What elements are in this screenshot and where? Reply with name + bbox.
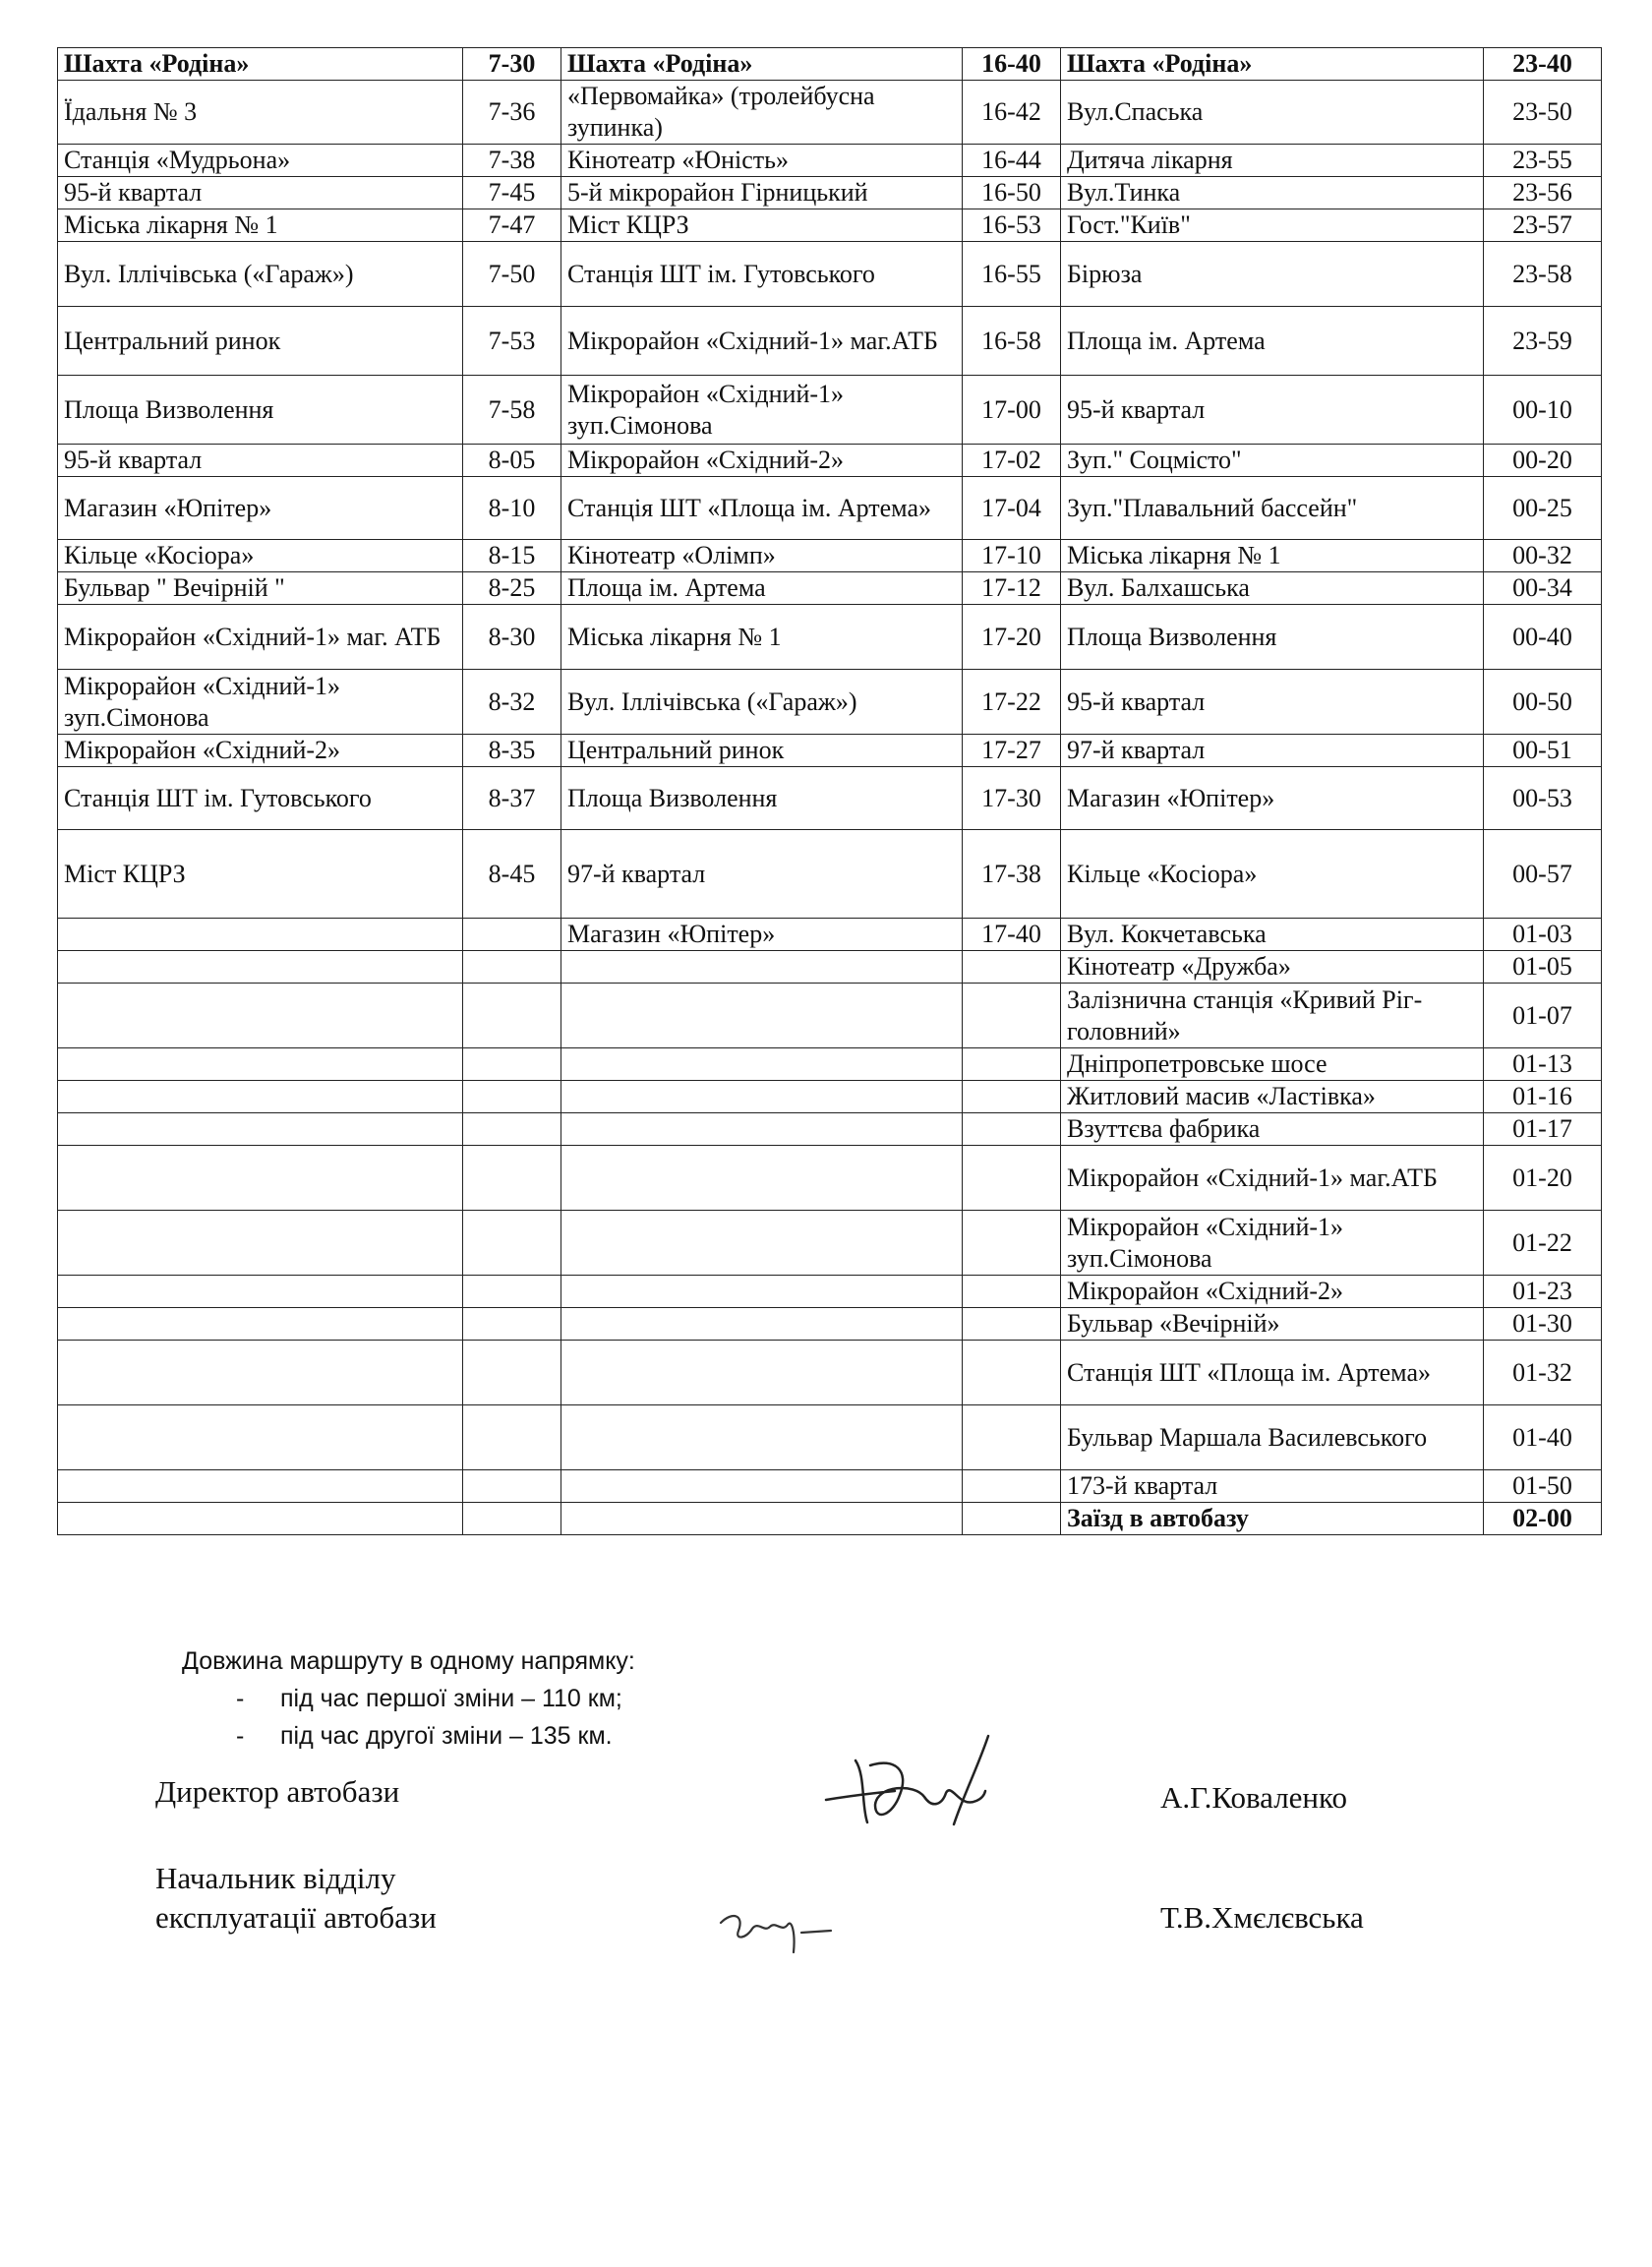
time-cell: 17-40	[963, 919, 1061, 951]
time-cell: 23-59	[1484, 307, 1602, 376]
time-cell: 17-30	[963, 767, 1061, 830]
time-cell: 7-36	[463, 81, 561, 145]
time-cell: 17-00	[963, 376, 1061, 445]
table-row	[58, 1503, 1602, 1535]
time-cell: 17-10	[963, 540, 1061, 572]
time-cell: 17-20	[963, 605, 1061, 670]
table-row	[58, 1113, 1602, 1146]
time-cell: 02-00	[1484, 1503, 1602, 1535]
table-row	[58, 540, 1602, 572]
stop-cell: Зуп."Плавальний бассейн"	[1061, 477, 1484, 540]
time-cell	[963, 1276, 1061, 1308]
table-row	[58, 1211, 1602, 1276]
time-cell	[463, 1081, 561, 1113]
stop-cell	[561, 1405, 963, 1470]
time-cell	[463, 1405, 561, 1470]
stop-cell: Кінотеатр «Дружба»	[1061, 951, 1484, 984]
time-cell	[963, 984, 1061, 1048]
route-length-second-shift: - під час другої зміни – 135 км.	[182, 1717, 635, 1755]
time-cell: 00-57	[1484, 830, 1602, 919]
time-cell: 23-58	[1484, 242, 1602, 307]
stop-cell: Кінотеатр «Юність»	[561, 145, 963, 177]
stop-cell: Житловий масив «Ластівка»	[1061, 1081, 1484, 1113]
time-cell: 17-22	[963, 670, 1061, 735]
table-row	[58, 919, 1602, 951]
time-cell	[963, 1341, 1061, 1405]
time-cell: 16-42	[963, 81, 1061, 145]
stop-cell: Мікрорайон «Східний-1» зуп.Сімонова	[561, 376, 963, 445]
time-cell: 00-20	[1484, 445, 1602, 477]
route-length-first-shift: - під час першої зміни – 110 км;	[182, 1680, 635, 1717]
time-cell: 16-40	[963, 48, 1061, 81]
time-cell: 23-55	[1484, 145, 1602, 177]
stop-cell: Взуттєва фабрика	[1061, 1113, 1484, 1146]
table-row	[58, 951, 1602, 984]
chief-signature-mark	[713, 1893, 851, 1962]
time-cell	[963, 951, 1061, 984]
table-row	[58, 1048, 1602, 1081]
table-row	[58, 605, 1602, 670]
time-cell: 8-37	[463, 767, 561, 830]
stop-cell	[58, 1146, 463, 1211]
stop-cell: Магазин «Юпітер»	[1061, 767, 1484, 830]
stop-cell	[561, 1276, 963, 1308]
time-cell: 8-25	[463, 572, 561, 605]
stop-cell	[561, 1341, 963, 1405]
stop-cell: Центральний ринок	[561, 735, 963, 767]
stop-cell: Площа Визволення	[58, 376, 463, 445]
director-signature-mark	[816, 1706, 1042, 1844]
stop-cell: Міст КЦРЗ	[58, 830, 463, 919]
stop-cell: 95-й квартал	[1061, 670, 1484, 735]
time-cell: 7-45	[463, 177, 561, 209]
stop-cell: Бульвар Маршала Василевського	[1061, 1405, 1484, 1470]
time-cell	[463, 1308, 561, 1341]
stop-cell: Вул.Тинка	[1061, 177, 1484, 209]
table-row	[58, 572, 1602, 605]
table-row	[58, 830, 1602, 919]
stop-cell	[561, 1146, 963, 1211]
time-cell: 8-15	[463, 540, 561, 572]
stop-cell: Магазин «Юпітер»	[561, 919, 963, 951]
time-cell: 16-55	[963, 242, 1061, 307]
stop-cell: Бірюза	[1061, 242, 1484, 307]
time-cell: 00-40	[1484, 605, 1602, 670]
stop-cell: Бульвар " Вечірній "	[58, 572, 463, 605]
table-row	[58, 1081, 1602, 1113]
chief-name: Т.В.Хмєлєвська	[1160, 1900, 1364, 1935]
stop-cell: Кінотеатр «Олімп»	[561, 540, 963, 572]
time-cell	[463, 919, 561, 951]
stop-cell: Мікрорайон «Східний-2»	[58, 735, 463, 767]
table-row	[58, 984, 1602, 1048]
table-row	[58, 1470, 1602, 1503]
stop-cell: 95-й квартал	[58, 177, 463, 209]
table-row	[58, 767, 1602, 830]
table-row	[58, 307, 1602, 376]
time-cell: 16-58	[963, 307, 1061, 376]
stop-cell: Станція ШТ «Площа ім. Артема»	[561, 477, 963, 540]
stop-cell: Міст КЦРЗ	[561, 209, 963, 242]
time-cell	[963, 1081, 1061, 1113]
stop-cell: Зуп." Соцмісто"	[1061, 445, 1484, 477]
time-cell: 16-44	[963, 145, 1061, 177]
stop-cell	[58, 1211, 463, 1276]
time-cell: 01-05	[1484, 951, 1602, 984]
route-length-heading: Довжина маршруту в одному напрямку:	[182, 1647, 635, 1675]
table-row	[58, 1276, 1602, 1308]
time-cell	[463, 1276, 561, 1308]
time-cell: 17-27	[963, 735, 1061, 767]
time-cell: 7-50	[463, 242, 561, 307]
time-cell: 17-38	[963, 830, 1061, 919]
time-cell: 01-16	[1484, 1081, 1602, 1113]
table-row	[58, 177, 1602, 209]
stop-cell	[561, 1503, 963, 1535]
time-cell: 01-50	[1484, 1470, 1602, 1503]
stop-cell: Мікрорайон «Східний-1» маг. АТБ	[58, 605, 463, 670]
stop-cell: Міська лікарня № 1	[1061, 540, 1484, 572]
schedule-table	[57, 47, 1602, 1535]
time-cell	[963, 1211, 1061, 1276]
time-cell	[463, 1470, 561, 1503]
time-cell: 01-07	[1484, 984, 1602, 1048]
stop-cell: Станція «Мудрьона»	[58, 145, 463, 177]
stop-cell: Заїзд в автобазу	[1061, 1503, 1484, 1535]
stop-cell: Вул. Іллічівська («Гараж»)	[561, 670, 963, 735]
stop-cell	[561, 1081, 963, 1113]
time-cell: 00-51	[1484, 735, 1602, 767]
time-cell: 8-32	[463, 670, 561, 735]
time-cell: 17-12	[963, 572, 1061, 605]
stop-cell: Мікрорайон «Східний-2»	[561, 445, 963, 477]
time-cell: 01-40	[1484, 1405, 1602, 1470]
stop-cell	[561, 1113, 963, 1146]
time-cell: 01-20	[1484, 1146, 1602, 1211]
schedule-table-body	[58, 48, 1602, 1535]
stop-cell: Мікрорайон «Східний-1» маг.АТБ	[561, 307, 963, 376]
stop-cell: 5-й мікрорайон Гірницький	[561, 177, 963, 209]
stop-cell: 97-й квартал	[561, 830, 963, 919]
chief-title-line1: Начальник відділу	[155, 1861, 396, 1895]
director-name: А.Г.Коваленко	[1160, 1780, 1348, 1815]
time-cell	[463, 1503, 561, 1535]
stop-cell	[58, 951, 463, 984]
stop-cell: Шахта «Родіна»	[1061, 48, 1484, 81]
stop-cell: Гост."Київ"	[1061, 209, 1484, 242]
time-cell: 00-10	[1484, 376, 1602, 445]
time-cell: 7-30	[463, 48, 561, 81]
table-row	[58, 1341, 1602, 1405]
stop-cell: Кільце «Косіора»	[1061, 830, 1484, 919]
stop-cell: Станція ШТ ім. Гутовського	[58, 767, 463, 830]
stop-cell: Шахта «Родіна»	[561, 48, 963, 81]
table-row	[58, 1405, 1602, 1470]
time-cell: 8-10	[463, 477, 561, 540]
time-cell: 8-45	[463, 830, 561, 919]
stop-cell: Вул. Іллічівська («Гараж»)	[58, 242, 463, 307]
table-row	[58, 145, 1602, 177]
stop-cell: Їдальня № 3	[58, 81, 463, 145]
table-row	[58, 1308, 1602, 1341]
time-cell	[463, 984, 561, 1048]
stop-cell: Міська лікарня № 1	[58, 209, 463, 242]
stop-cell: Станція ШТ «Площа ім. Артема»	[1061, 1341, 1484, 1405]
table-row	[58, 48, 1602, 81]
time-cell: 00-50	[1484, 670, 1602, 735]
stop-cell	[58, 1081, 463, 1113]
stop-cell	[58, 919, 463, 951]
stop-cell: Площа ім. Артема	[561, 572, 963, 605]
stop-cell	[58, 1113, 463, 1146]
table-row	[58, 477, 1602, 540]
time-cell: 01-23	[1484, 1276, 1602, 1308]
time-cell	[463, 1113, 561, 1146]
table-row	[58, 735, 1602, 767]
stop-cell: Бульвар «Вечірній»	[1061, 1308, 1484, 1341]
stop-cell: 173-й квартал	[1061, 1470, 1484, 1503]
stop-cell	[58, 984, 463, 1048]
stop-cell: Магазин «Юпітер»	[58, 477, 463, 540]
stop-cell: 95-й квартал	[1061, 376, 1484, 445]
table-row	[58, 670, 1602, 735]
time-cell: 00-34	[1484, 572, 1602, 605]
stop-cell: Залізнична станція «Кривий Ріг-головний»	[1061, 984, 1484, 1048]
stop-cell: Дніпропетровське шосе	[1061, 1048, 1484, 1081]
stop-cell	[561, 1470, 963, 1503]
stop-cell: Площа ім. Артема	[1061, 307, 1484, 376]
time-cell: 00-53	[1484, 767, 1602, 830]
stop-cell: 95-й квартал	[58, 445, 463, 477]
time-cell: 7-47	[463, 209, 561, 242]
stop-cell: Міська лікарня № 1	[561, 605, 963, 670]
time-cell: 7-38	[463, 145, 561, 177]
stop-cell: Мікрорайон «Східний-1» зуп.Сімонова	[58, 670, 463, 735]
time-cell	[463, 1341, 561, 1405]
time-cell: 17-04	[963, 477, 1061, 540]
stop-cell	[561, 951, 963, 984]
time-cell	[963, 1470, 1061, 1503]
time-cell: 23-57	[1484, 209, 1602, 242]
stop-cell: «Первомайка» (тролейбусна зупинка)	[561, 81, 963, 145]
time-cell: 23-56	[1484, 177, 1602, 209]
stop-cell	[58, 1341, 463, 1405]
time-cell: 01-13	[1484, 1048, 1602, 1081]
time-cell: 17-02	[963, 445, 1061, 477]
time-cell: 00-32	[1484, 540, 1602, 572]
time-cell	[463, 1048, 561, 1081]
time-cell	[963, 1146, 1061, 1211]
time-cell: 00-25	[1484, 477, 1602, 540]
time-cell: 01-32	[1484, 1341, 1602, 1405]
stop-cell: Мікрорайон «Східний-2»	[1061, 1276, 1484, 1308]
time-cell: 01-30	[1484, 1308, 1602, 1341]
stop-cell	[561, 984, 963, 1048]
time-cell: 01-17	[1484, 1113, 1602, 1146]
time-cell	[963, 1113, 1061, 1146]
stop-cell: Центральний ринок	[58, 307, 463, 376]
time-cell: 8-35	[463, 735, 561, 767]
stop-cell	[58, 1470, 463, 1503]
table-row	[58, 242, 1602, 307]
stop-cell	[58, 1048, 463, 1081]
time-cell: 23-50	[1484, 81, 1602, 145]
time-cell	[463, 1146, 561, 1211]
time-cell: 23-40	[1484, 48, 1602, 81]
table-row	[58, 1146, 1602, 1211]
table-row	[58, 445, 1602, 477]
time-cell	[463, 1211, 561, 1276]
stop-cell: Кільце «Косіора»	[58, 540, 463, 572]
stop-cell	[58, 1503, 463, 1535]
stop-cell	[58, 1308, 463, 1341]
stop-cell	[58, 1405, 463, 1470]
time-cell: 01-22	[1484, 1211, 1602, 1276]
stop-cell	[561, 1211, 963, 1276]
time-cell	[963, 1308, 1061, 1341]
time-cell	[463, 951, 561, 984]
director-title: Директор автобази	[155, 1774, 400, 1809]
stop-cell: Мікрорайон «Східний-1» зуп.Сімонова	[1061, 1211, 1484, 1276]
table-row	[58, 376, 1602, 445]
time-cell	[963, 1503, 1061, 1535]
stop-cell: Дитяча лікарня	[1061, 145, 1484, 177]
table-row	[58, 81, 1602, 145]
stop-cell: Вул. Кокчетавська	[1061, 919, 1484, 951]
time-cell: 01-03	[1484, 919, 1602, 951]
time-cell: 8-30	[463, 605, 561, 670]
time-cell: 7-58	[463, 376, 561, 445]
route-length-notes	[182, 1642, 635, 1755]
stop-cell: Площа Визволення	[561, 767, 963, 830]
time-cell	[963, 1405, 1061, 1470]
stop-cell: Площа Визволення	[1061, 605, 1484, 670]
time-cell: 8-05	[463, 445, 561, 477]
stop-cell	[561, 1308, 963, 1341]
stop-cell: Мікрорайон «Східний-1» маг.АТБ	[1061, 1146, 1484, 1211]
stop-cell	[58, 1276, 463, 1308]
stop-cell: Шахта «Родіна»	[58, 48, 463, 81]
time-cell	[963, 1048, 1061, 1081]
chief-title-line2: експлуатації автобази	[155, 1900, 437, 1935]
time-cell: 16-53	[963, 209, 1061, 242]
stop-cell: 97-й квартал	[1061, 735, 1484, 767]
time-cell: 16-50	[963, 177, 1061, 209]
stop-cell: Вул. Балхашська	[1061, 572, 1484, 605]
stop-cell: Станція ШТ ім. Гутовського	[561, 242, 963, 307]
table-row	[58, 209, 1602, 242]
time-cell: 7-53	[463, 307, 561, 376]
stop-cell	[561, 1048, 963, 1081]
stop-cell: Вул.Спаська	[1061, 81, 1484, 145]
